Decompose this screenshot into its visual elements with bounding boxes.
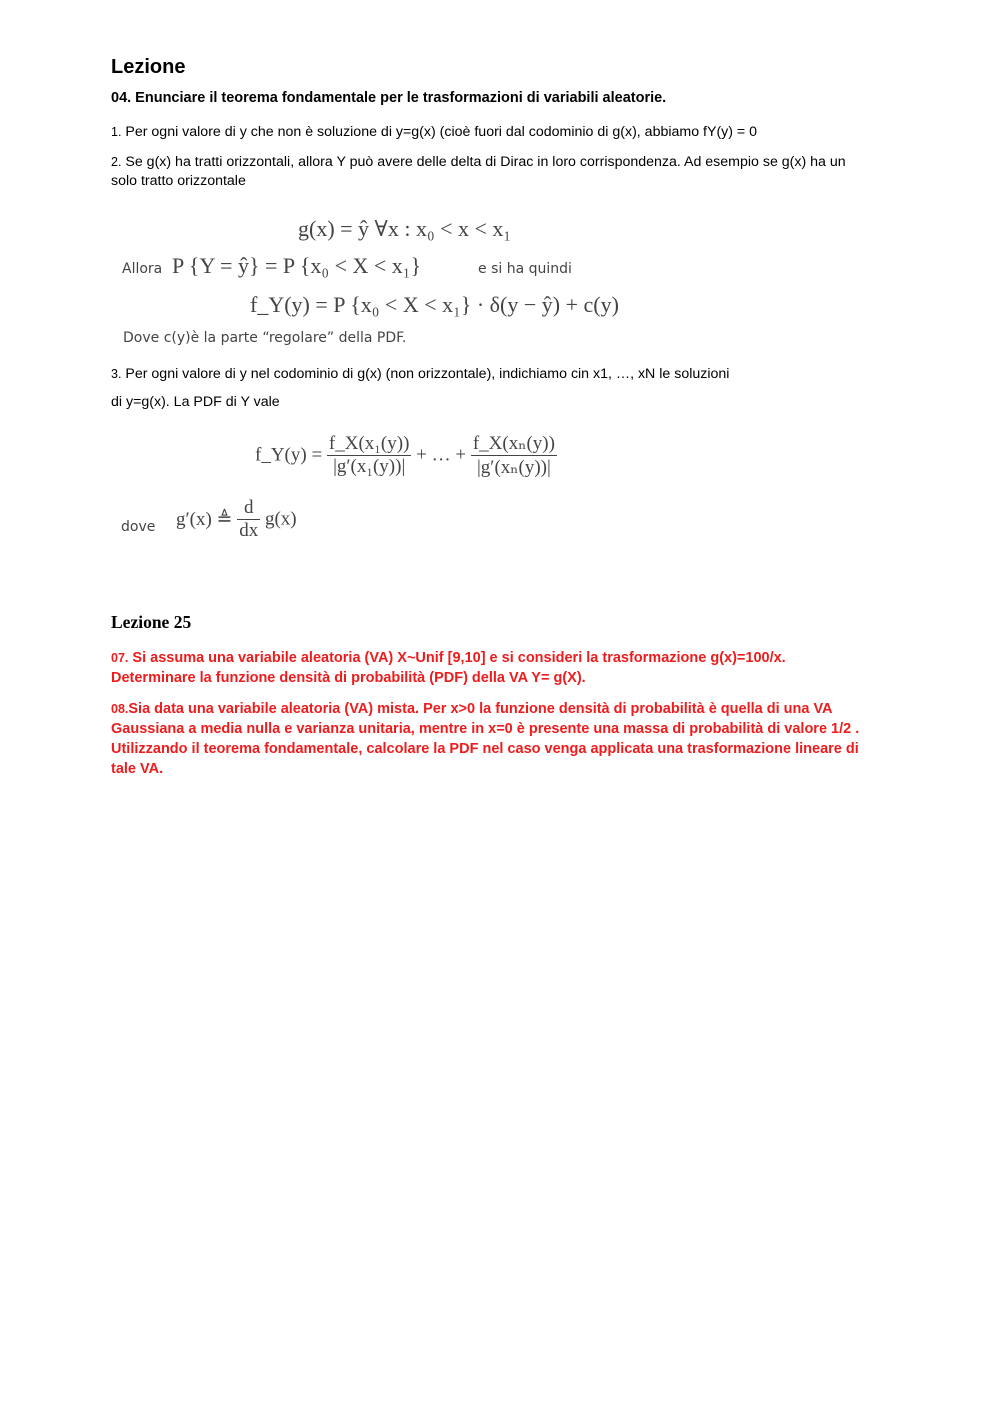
question-08-number: 08. bbox=[111, 702, 129, 716]
derivative-lhs: g′(x) ≜ bbox=[176, 509, 233, 530]
point-3-line-2: di y=g(x). La PDF di Y vale bbox=[111, 394, 280, 410]
question-08 bbox=[111, 699, 871, 779]
derivative-rhs: g(x) bbox=[264, 508, 297, 530]
regular-part-note: Dove c(y)è la parte “regolare” della PDF. bbox=[123, 330, 407, 346]
point-3-line-1 bbox=[111, 365, 881, 384]
question-07-text: Si assuma una variabile aleatoria (VA) X~Unif [9,10] e si consideri la trasformazione g(x)=100/x. Determinare la funzione densità di probabilità (PDF) della VA Y= g(X). bbox=[111, 650, 786, 686]
point-2-text: Se g(x) ha tratti orizzontali, allora Y può avere delle delta di Dirac in loro corrispondenza. Ad esempio se g(x) ha un solo tratto orizzontale bbox=[111, 154, 846, 189]
formula-horizontal-segment: g(x) = ŷ ∀x : x₀ < x < x₁ bbox=[298, 216, 512, 241]
fraction-1-numerator: f_X(x₁(y)) bbox=[328, 433, 410, 454]
point-1 bbox=[111, 123, 881, 142]
formula-pdf-with-delta: f_Y(y) = P {x₀ < X < x₁} · δ(y − ŷ) + c(y) bbox=[250, 292, 619, 317]
lesson-heading: Lezione bbox=[111, 56, 186, 78]
question-04: 04. Enunciare il teorema fondamentale per le trasformazioni di variabili aleatorie. bbox=[111, 90, 667, 106]
fraction-2-numerator: f_X(xₙ(y)) bbox=[472, 433, 555, 454]
derivative-denominator: dx bbox=[239, 520, 259, 541]
fraction-1-denominator: |g′(x₁(y))| bbox=[333, 456, 406, 477]
lesson-25-heading: Lezione 25 bbox=[111, 612, 192, 632]
formula-probability-mass: P {Y = ŷ} = P {x₀ < X < x₁} bbox=[172, 253, 422, 278]
question-07-number: 07. bbox=[111, 651, 129, 665]
point-1-text: Per ogni valore di y che non è soluzione di y=g(x) (cioè fuori dal codominio di g(x), abbiamo fY(y) = 0 bbox=[125, 124, 758, 140]
question-07 bbox=[111, 648, 871, 688]
derivative-fraction bbox=[237, 497, 260, 542]
point-3-text-1: Per ogni valore di y nel codominio di g(x) (non orizzontale), indichiamo cin x1, …, xN le soluzioni bbox=[125, 366, 730, 382]
formula-ellipsis: + … + bbox=[416, 444, 467, 466]
point-1-number: 1. bbox=[111, 125, 122, 139]
point-3-number: 3. bbox=[111, 367, 122, 381]
fraction-2-denominator: |g′(xₙ(y))| bbox=[476, 457, 551, 478]
dove-label: dove bbox=[121, 519, 156, 535]
fraction-nth-root bbox=[471, 432, 557, 479]
allora-label: Allora bbox=[122, 261, 163, 277]
quindi-label: e si ha quindi bbox=[478, 261, 572, 277]
formula-fundamental-theorem bbox=[255, 432, 557, 479]
question-08-text: Sia data una variabile aleatoria (VA) mista. Per x>0 la funzione densità di probabilità è quella di una VA Gaussiana a media nulla e varianza unitaria, mentre in x=0 è presente una massa di probabilità di valore 1/2 . Utilizzando il teorema fondamentale, calcolare la PDF nel caso venga applicata una trasformazione lineare di tale VA. bbox=[111, 701, 860, 777]
point-2-number: 2. bbox=[111, 155, 122, 169]
fraction-first-root bbox=[327, 433, 411, 478]
point-2 bbox=[111, 153, 871, 191]
formula-lhs: f_Y(y) = bbox=[255, 444, 323, 466]
derivative-numerator: d bbox=[237, 497, 260, 520]
formula-derivative-definition bbox=[176, 497, 297, 542]
